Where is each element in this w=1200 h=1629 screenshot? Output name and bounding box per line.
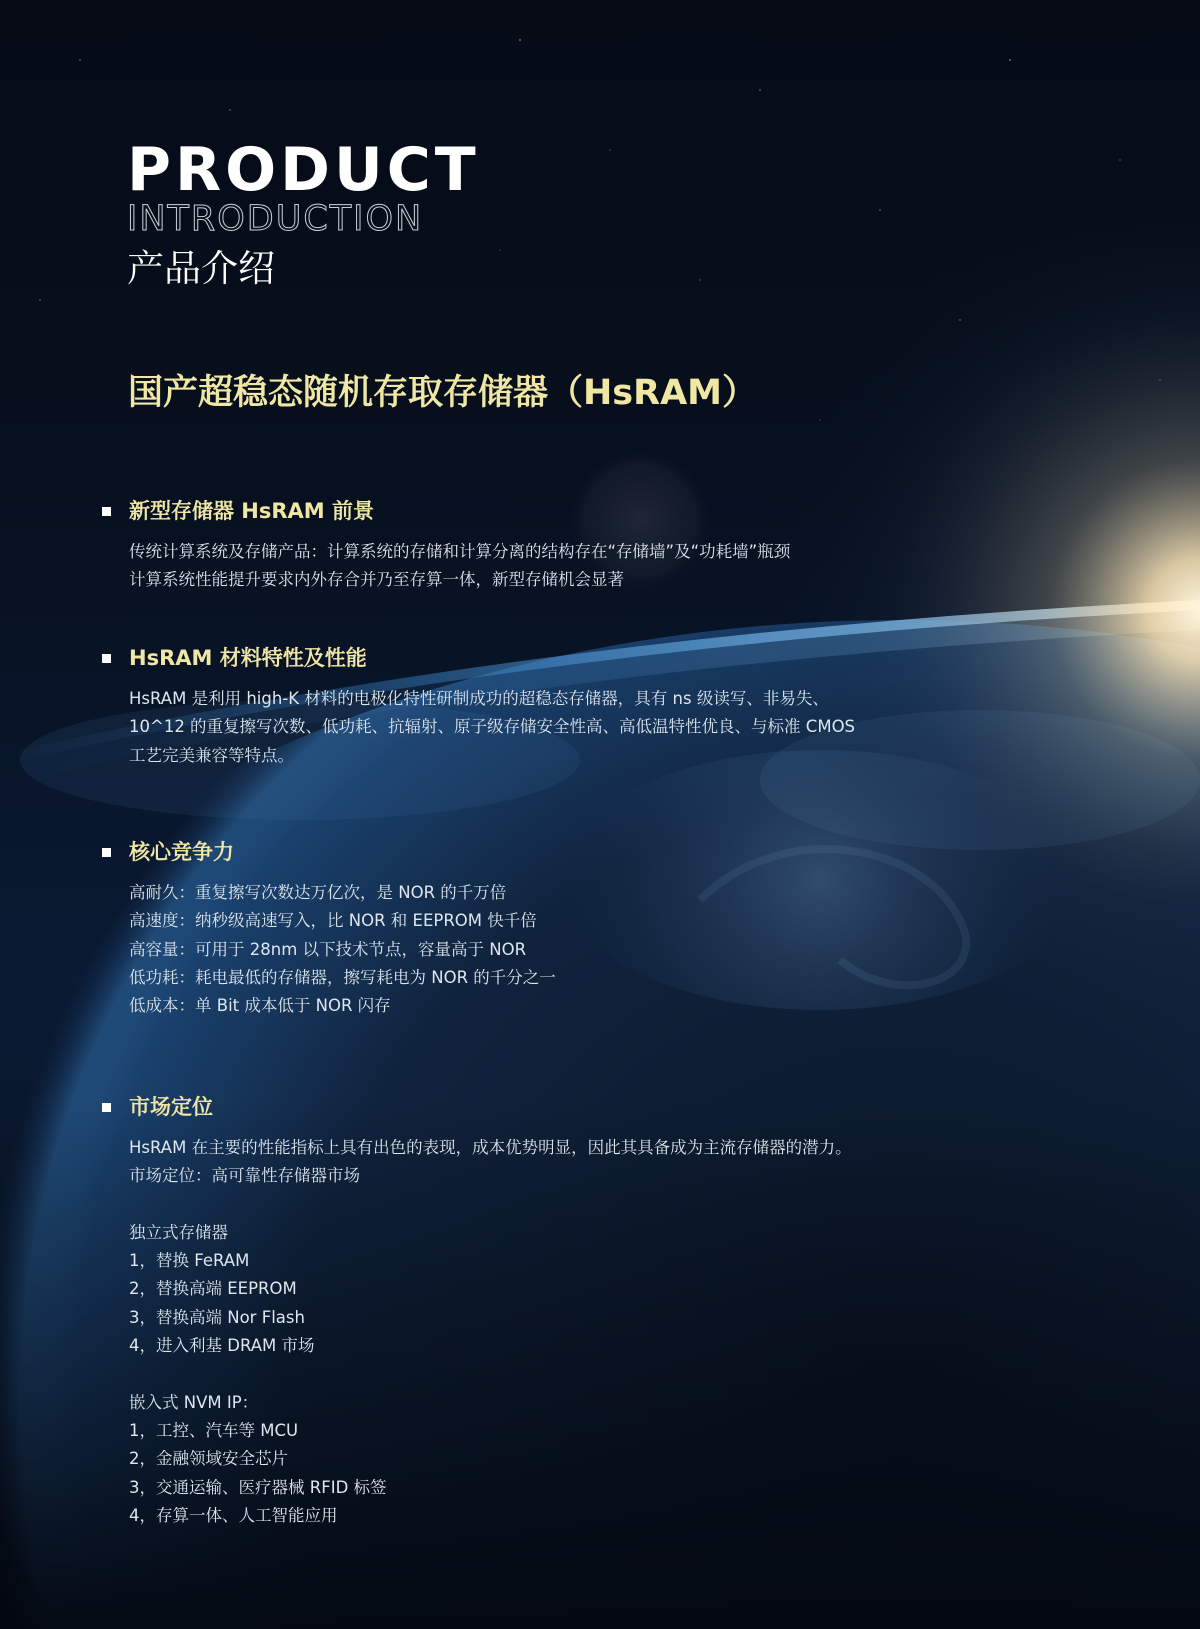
list-item: 3，交通运输、医疗器械 RFID 标签	[129, 1477, 387, 1497]
section-title: 核心竞争力	[129, 840, 234, 864]
list-item: 1，替换 FeRAM	[129, 1251, 250, 1271]
body-line: HsRAM 在主要的性能指标上具有出色的表现，成本优势明显，因此其具备成为主流存储器的潜力。	[129, 1138, 852, 1157]
section-title: 市场定位	[129, 1095, 213, 1119]
square-bullet-icon	[102, 848, 111, 857]
section-body	[129, 1134, 982, 1530]
heading-introduction: INTRODUCTION	[127, 199, 424, 239]
body-line: 高速度：纳秒级高速写入，比 NOR 和 EEPROM 快千倍	[129, 911, 537, 931]
square-bullet-icon	[102, 1103, 111, 1112]
section-body	[129, 879, 982, 1020]
product-title: 国产超稳态随机存取存储器（HsRAM）	[128, 373, 757, 413]
body-line: 嵌入式 NVM IP：	[129, 1392, 259, 1412]
body-line: HsRAM 是利用 high-K 材料的电极化特性研制成功的超稳态存储器，具有 ns 级读写、非易失、	[129, 689, 829, 708]
section-title: 新型存储器 HsRAM 前景	[129, 499, 375, 523]
section-body	[129, 685, 982, 770]
list-item: 2，金融领域安全芯片	[129, 1449, 288, 1469]
list-item: 4，存算一体、人工智能应用	[129, 1505, 338, 1525]
list-item: 4，进入利基 DRAM 市场	[129, 1336, 315, 1356]
square-bullet-icon	[102, 654, 111, 663]
section-core-competitiveness	[102, 839, 982, 1020]
list-item: 2，替换高端 EEPROM	[129, 1279, 297, 1299]
body-line: 独立式存储器	[129, 1222, 228, 1242]
body-line: 高耐久：重复擦写次数达万亿次，是 NOR 的千万倍	[129, 883, 507, 902]
square-bullet-icon	[102, 507, 111, 516]
heading-product: PRODUCT	[127, 135, 480, 205]
list-item: 1，工控、汽车等 MCU	[129, 1420, 299, 1440]
body-line: 计算系统性能提升要求内外存合并乃至存算一体，新型存储机会显著	[129, 570, 624, 590]
blank-line	[129, 1360, 982, 1388]
section-header	[102, 1094, 982, 1124]
heading-chinese: 产品介绍	[127, 247, 275, 290]
blank-line	[129, 1191, 982, 1219]
body-line: 10^12 的重复擦写次数、低功耗、抗辐射、原子级存储安全性高、高低温特性优良、与标准 CMOS	[129, 717, 856, 737]
section-market-positioning	[102, 1094, 982, 1530]
section-header	[102, 498, 982, 528]
section-header	[102, 645, 982, 675]
body-line: 市场定位：高可靠性存储器市场	[129, 1166, 360, 1186]
body-line: 低功耗：耗电最低的存储器，擦写耗电为 NOR 的千分之一	[129, 967, 556, 987]
body-line: 传统计算系统及存储产品：计算系统的存储和计算分离的结构存在“存储墙”及“功耗墙”瓶颈	[129, 542, 791, 561]
list-item: 3，替换高端 Nor Flash	[129, 1307, 305, 1327]
body-line: 低成本：单 Bit 成本低于 NOR 闪存	[129, 996, 391, 1016]
body-line: 高容量：可用于 28nm 以下技术节点，容量高于 NOR	[129, 939, 527, 959]
section-body	[129, 538, 982, 595]
section-material-properties	[102, 645, 982, 770]
section-header	[102, 839, 982, 869]
section-title: HsRAM 材料特性及性能	[129, 646, 367, 670]
section-prospects	[102, 498, 982, 595]
body-line: 工艺完美兼容等特点。	[129, 745, 294, 765]
